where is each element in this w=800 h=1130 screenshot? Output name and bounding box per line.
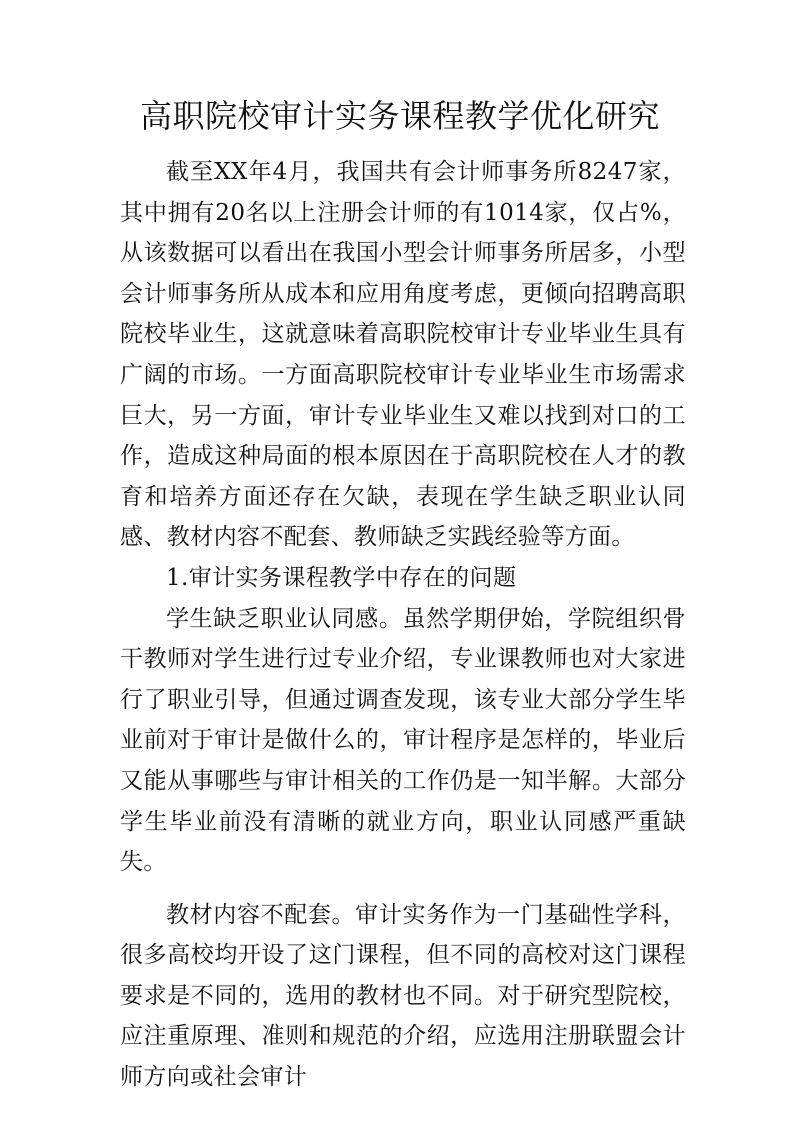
paragraph-gap [120, 883, 686, 895]
document-body [120, 152, 686, 1098]
section-heading-problems: 1.审计实务课程教学中存在的问题 [166, 564, 517, 591]
paragraph-intro: 截至XX年4月，我国共有会计师事务所8247家，其中拥有20名以上注册会计师的有1014家，仅占%，从该数据可以看出在我国小型会计师事务所居多，小型会计师事务所从成本和应用角度考虑，更倾向招聘高职院校毕业生，这就意味着高职院校审计专业毕业生具有广阔的市场。一方面高职院校审计专业毕业生市场需求巨大，另一方面，审计专业毕业生又难以找到对口的工作，造成这种局面的根本原因在于高职院校在人才的教育和培养方面还存在欠缺，表现在学生缺乏职业认同感、教材内容不配套、教师缺乏实践经验等方面。 [120, 159, 686, 551]
document-title: 高职院校审计实务课程教学优化研究 [139, 97, 660, 135]
paragraph-textbook: 教材内容不配套。审计实务作为一门基础性学科，很多高校均开设了这门课程，但不同的高校对这门课程要求是不同的，选用的教材也不同。对于研究型院校，应注重原理、准则和规范的介绍，应选用注册联盟会计师方向或社会审计 [120, 901, 686, 1091]
paragraph-career-identity: 学生缺乏职业认同感。虽然学期伊始，学院组织骨干教师对学生进行过专业介绍，专业课教师也对大家进行了职业引导，但通过调查发现，该专业大部分学生毕业前对于审计是做什么的，审计程序是怎样的，毕业后又能从事哪些与审计相关的工作仍是一知半解。大部分学生毕业前没有清晰的就业方向，职业认同感严重缺失。 [120, 605, 686, 876]
